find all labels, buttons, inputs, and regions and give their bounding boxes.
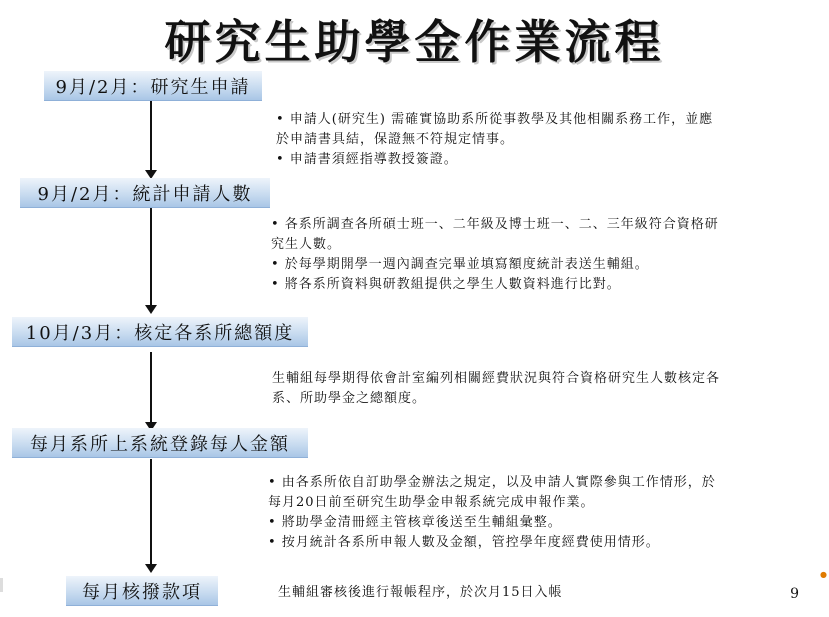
- description-line: 究生人數。: [271, 237, 342, 252]
- step-label: 9月/2月：統計申請人數: [37, 183, 253, 205]
- step-label: 9月/2月：研究生申請: [55, 76, 251, 98]
- description-approve-quota: [272, 369, 720, 409]
- description-line: • 按月統計各系所申報人數及金額，管控學年度經費使用情形。: [268, 535, 660, 550]
- flow-connector-2: [150, 208, 152, 308]
- description-line: 生輔組審核後進行報帳程序，於次月15日入帳: [278, 585, 563, 600]
- description-line: • 各系所調查各所碩士班一、二年級及博士班一、二、三年級符合資格研: [271, 217, 719, 232]
- description-monthly-disburse: [278, 583, 563, 603]
- corner-decoration: ●: [820, 570, 827, 579]
- flow-arrow-2: [145, 305, 157, 314]
- step-box-approve-quota: [12, 317, 308, 347]
- step-label: 10月/3月：核定各系所總額度: [25, 322, 295, 344]
- step-box-monthly-register: [12, 428, 308, 458]
- step-label: 每月核撥款項: [82, 581, 202, 603]
- description-line: 生輔組每學期得依會計室編列相關經費狀況與符合資格研究生人數核定各: [272, 371, 721, 386]
- description-line: • 申請書須經指導教授簽證。: [276, 152, 458, 167]
- description-line: • 由各系所依自訂助學金辦法之規定，以及申請人實際參與工作情形，於: [268, 475, 716, 490]
- flow-connector-1: [150, 101, 152, 173]
- description-line: 系、所助學金之總額度。: [272, 391, 427, 406]
- flow-connector-3: [150, 352, 152, 425]
- description-monthly-register: [268, 473, 716, 553]
- step-box-count-applicants: [20, 178, 270, 208]
- description-line: 每月20日前至研究生助學金申報系統完成申報作業。: [268, 495, 595, 510]
- description-line: • 將各系所資料與研教組提供之學生人數資料進行比對。: [271, 277, 621, 292]
- description-count-applicants: [271, 215, 719, 295]
- edge-decoration: [0, 578, 3, 592]
- step-box-monthly-disburse: [66, 576, 218, 606]
- page-number: 9: [790, 586, 799, 602]
- description-line: 於申請書具結，保證無不符規定情事。: [276, 132, 515, 147]
- description-apply: [276, 110, 713, 170]
- description-line: • 申請人(研究生) 需確實協助系所從事教學及其他相關系務工作，並應: [276, 112, 714, 127]
- flow-connector-4: [150, 459, 152, 567]
- step-box-apply: [44, 71, 262, 101]
- step-label: 每月系所上系統登錄每人金額: [30, 433, 290, 455]
- description-line: • 於每學期開學一週內調查完畢並填寫額度統計表送生輔組。: [271, 257, 649, 272]
- description-line: • 將助學金清冊經主管核章後送至生輔組彙整。: [268, 515, 562, 530]
- flow-arrow-4: [145, 564, 157, 573]
- page-title: 研究生助學金作業流程: [164, 15, 665, 69]
